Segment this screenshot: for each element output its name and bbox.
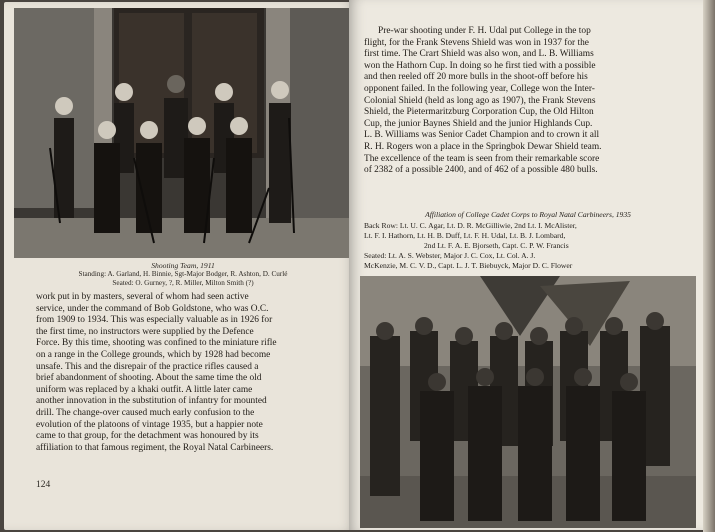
affiliation-heading: Affiliation of College Cadet Corps to Royal Natal Carbineers, 1935 [425, 210, 631, 219]
body-line: flight, for the Frank Stevens Shield was won in 1937 for the [364, 37, 589, 48]
body-line: Colonial Shield (held as long ago as 1907), the Frank Stevens [364, 95, 596, 106]
right-body-text [364, 26, 690, 177]
affiliation-caption [364, 210, 692, 271]
book-edge [703, 0, 715, 532]
body-line: the first time, no instructors were supplied by the Defence [36, 326, 254, 337]
photo-illustration [360, 276, 696, 528]
body-line: brief abandonment of shooting. About the same time the old [36, 373, 262, 384]
affiliation-back-row-3: 2nd Lt. F. A. E. Bjorseth, Capt. C. P. W. Francis [424, 241, 569, 250]
body-line: service, under the command of Bob Goldstone, who was O.C. [36, 303, 269, 314]
body-line: affiliation to that famous regiment, the Royal Natal Carbineers. [36, 442, 274, 453]
body-line: uniform was replaced by a khaki outfit. A little later came [36, 384, 253, 395]
body-line: Pre-war shooting under F. H. Udal put College in the top [378, 26, 591, 36]
body-line: from 1909 to 1934. This was especially valuable as in 1926 for [36, 315, 273, 326]
body-line: opponent failed. In the following year, College won the Inter- [364, 83, 595, 94]
body-line: of 2382 of a possible 2400, and of 462 of a possible 480 bulls. [364, 165, 598, 176]
body-line: Force. By this time, shooting was confined to the miniature rifle [36, 338, 277, 349]
body-line: first time. The Crart Shield was also won, and L. B. Williams [364, 49, 594, 60]
body-line: Cup, the junior Baynes Shield and the junior Highlands Cup. [364, 118, 593, 129]
body-line: R. H. Rogers won a place in the Springbok Dewar Shield team. [364, 141, 602, 152]
body-line: came to that group, for the detachment was honoured by its [36, 431, 259, 442]
body-line: won the Hathorn Cup. In doing so he first tied with a possible [364, 60, 596, 71]
affiliation-seated-1: Seated: Lt. A. S. Webster, Major J. C. Cox, Lt. Col. A. J. [364, 251, 536, 260]
shooting-team-1911-photo [14, 8, 352, 258]
page-number: 124 [36, 480, 51, 490]
body-line: on a range in the College grounds, which by 1928 had become [36, 349, 271, 360]
body-line: another innovation in the substitution of infantry for mounted [36, 396, 267, 407]
body-line: L. B. Williams was Senior Cadet Champion and to crown it all [364, 130, 600, 141]
body-line: evolution of the platoons of vintage 1935, but a happier note [36, 419, 263, 430]
carbineers-1935-photo [360, 276, 696, 528]
affiliation-back-row-2: Lt. F. I. Hathorn, Lt. H. B. Duff, Lt. F. H. Udal, Lt. B. J. Lombard, [364, 231, 566, 240]
affiliation-seated-2: McKenzie, M. C. V. D., Capt. L. J. T. Biebuyck, Major D. C. Flower [364, 261, 573, 270]
shooting-team-caption [14, 261, 352, 288]
caption-seated: Seated: O. Gurney, ?, R. Miller, Milton Smith (?) [112, 279, 254, 287]
body-line: work put in by masters, several of whom had seen active [36, 292, 249, 302]
photo-illustration [14, 8, 352, 258]
body-line: unsafe. This and the disrepair of the practice rifles caused a [36, 361, 259, 372]
affiliation-back-row-1: Back Row: Lt. U. C. Agar, Lt. D. R. McGilliwie, 2nd Lt. I. McAlister, [364, 221, 577, 230]
body-line: Shield, the Pietermaritzburg Corporation Cup, the Old Hilton [364, 107, 594, 118]
caption-standing: Standing: A. Garland, H. Binnie, Sgt-Major Bodger, R. Ashton, D. Curlé [78, 270, 288, 278]
left-body-text [36, 292, 336, 454]
caption-title: Shooting Team, 1911 [151, 261, 215, 270]
body-line: The excellence of the team is seen from their remarkable score [364, 153, 600, 164]
body-line: drill. The change-over caused much early confusion to the [36, 407, 255, 418]
body-line: and then reeled off 20 more bulls in the shoot-off before his [364, 72, 588, 83]
